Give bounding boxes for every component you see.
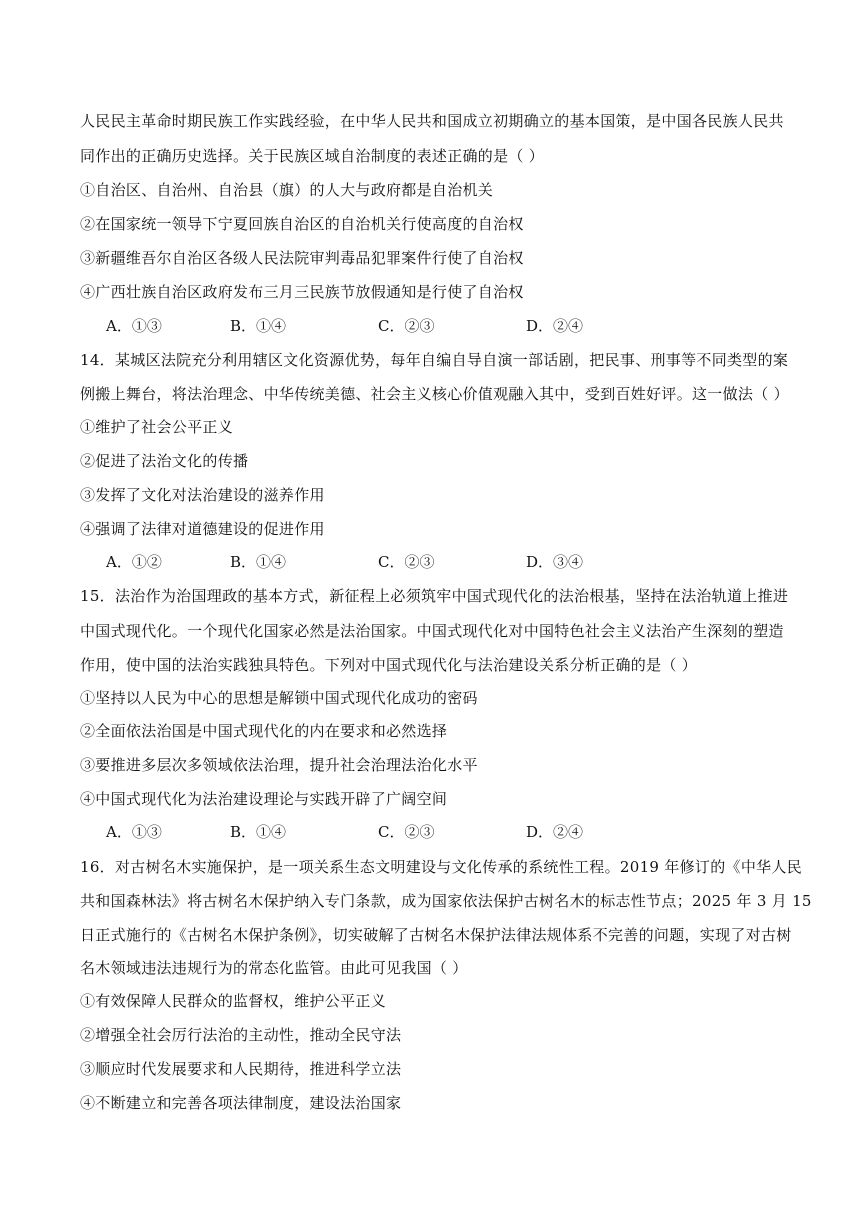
question-15-text: 15．法治作为治国理政的基本方式，新征程上必须筑牢中国式现代化的法治根基，坚持在法治轨道上推进	[80, 587, 789, 605]
question-16-text: 名木领域违法违规行为的常态化监管。由此可见我国（ ）	[80, 959, 468, 977]
option-b: B．①④	[230, 553, 287, 571]
statement: ①坚持以人民为中心的思想是解锁中国式现代化成功的密码	[80, 689, 478, 707]
statement: ②增强全社会厉行法治的主动性，推动全民守法	[80, 1026, 402, 1044]
statement: ④不断建立和完善各项法律制度，建设法治国家	[80, 1094, 402, 1112]
option-c: C．②③	[378, 553, 435, 571]
option-a: A．①②	[106, 553, 162, 571]
question-14-text: 例搬上舞台，将法治理念、中华传统美德、社会主义核心价值观融入其中，受到百姓好评。这一做法（ ）	[80, 385, 789, 403]
question-text: 人民民主革命时期民族工作实践经验，在中华人民共和国成立初期确立的基本国策，是中国各民族人民共	[80, 112, 784, 130]
question-16-text: 16．对古树名木实施保护，是一项关系生态文明建设与文化传承的系统性工程。2019 年修订的《中华人民	[80, 858, 803, 876]
statement: ①自治区、自治州、自治县（旗）的人大与政府都是自治机关	[80, 181, 494, 199]
option-a: A．①③	[106, 317, 162, 335]
statement: ④广西壮族自治区政府发布三月三民族节放假通知是行使了自治权	[80, 283, 524, 301]
statement: ④强调了法律对道德建设的促进作用	[80, 520, 325, 538]
option-c: C．②③	[378, 317, 435, 335]
option-b: B．①④	[230, 317, 287, 335]
question-16-text: 日正式施行的《古树名木保护条例》，切实破解了古树名木保护法律法规体系不完善的问题，实现了对古树	[80, 926, 792, 944]
option-d: D．②④	[526, 823, 584, 841]
option-d: D．③④	[526, 553, 584, 571]
statement: ②全面依法治国是中国式现代化的内在要求和必然选择	[80, 722, 448, 740]
statement: ①维护了社会公平正义	[80, 418, 234, 436]
question-14-text: 14．某城区法院充分利用辖区文化资源优势，每年自编自导自演一部话剧，把民事、刑事等不同类型的案	[80, 351, 789, 369]
statement: ①有效保障人民群众的监督权，维护公平正义	[80, 992, 387, 1010]
statement: ②在国家统一领导下宁夏回族自治区的自治机关行使高度的自治权	[80, 215, 524, 233]
statement: ④中国式现代化为法治建设理论与实践开辟了广阔空间	[80, 790, 448, 808]
question-text: 同作出的正确历史选择。关于民族区域自治制度的表述正确的是（ ）	[80, 147, 545, 165]
statement: ③发挥了文化对法治建设的滋养作用	[80, 486, 325, 504]
option-d: D．②④	[526, 317, 584, 335]
statement: ③要推进多层次多领域依法治理，提升社会治理法治化水平	[80, 756, 478, 774]
question-15-text: 作用，使中国的法治实践独具特色。下列对中国式现代化与法治建设关系分析正确的是（ ）	[80, 656, 698, 674]
statement: ②促进了法治文化的传播	[80, 452, 249, 470]
question-16-text: 共和国森林法》将古树名木保护纳入专门条款，成为国家依法保护古树名木的标志性节点；2025 年 3 月 15	[80, 892, 812, 910]
option-b: B．①④	[230, 823, 287, 841]
option-c: C．②③	[378, 823, 435, 841]
statement: ③新疆维吾尔自治区各级人民法院审判毒品犯罪案件行使了自治权	[80, 249, 524, 267]
option-a: A．①③	[106, 823, 162, 841]
statement: ③顺应时代发展要求和人民期待，推进科学立法	[80, 1060, 402, 1078]
question-15-text: 中国式现代化。一个现代化国家必然是法治国家。中国式现代化对中国特色社会主义法治产生深刻的塑造	[80, 622, 784, 640]
